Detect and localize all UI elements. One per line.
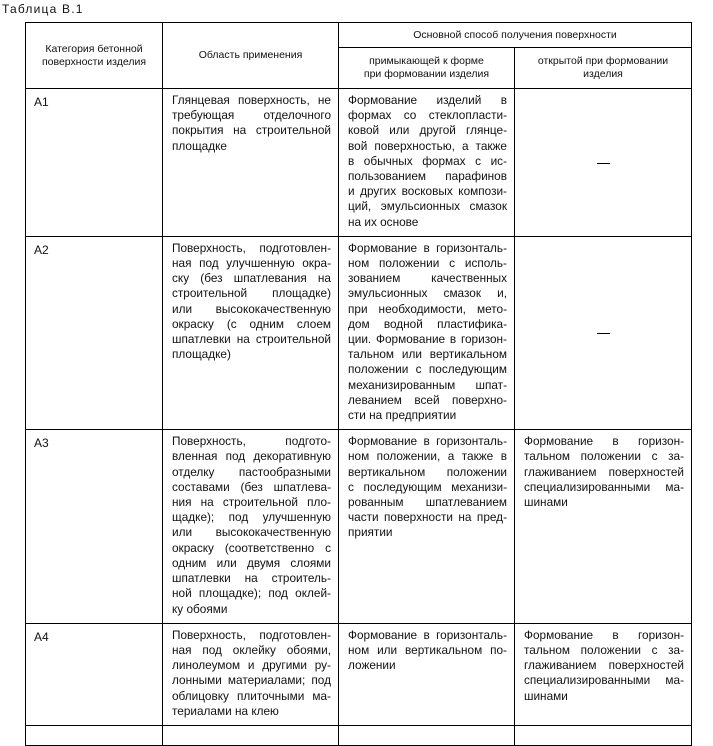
text-line: или высококачественную: [172, 301, 331, 316]
text-line: лонными материалами; под: [172, 673, 331, 688]
text-line: Формование в горизонталь-: [348, 627, 507, 642]
text-line: или высококачественную: [172, 525, 331, 540]
text-line: положении с последующим: [348, 362, 507, 377]
text-line: Глянцевая поверхность, не: [172, 93, 331, 107]
header-open: [515, 48, 692, 89]
text-line: ложении: [348, 658, 396, 673]
open-method-cell: [515, 430, 692, 623]
text-line: на их основе: [348, 214, 419, 229]
text-line: механизированным шпат-: [348, 377, 507, 392]
text-line: дом водной пластифика-: [348, 316, 507, 331]
table-row-partial: [26, 725, 692, 745]
text-line: ковой или другой глянце-: [348, 123, 507, 138]
open-method-cell: [515, 236, 692, 429]
application-cell: [163, 89, 339, 237]
header-category-line-2: поверхности изделия: [41, 55, 147, 68]
text-line: одним или двумя слоями: [172, 555, 331, 570]
dash-mark: [597, 163, 610, 164]
text-line: щадке); под улучшенную: [172, 510, 331, 525]
text-line: Формование изделий в: [348, 93, 507, 107]
text-line: ном положении, а также в: [348, 449, 507, 464]
text-line: сти на предприятии: [348, 408, 457, 423]
category-cell: А2: [26, 236, 163, 429]
header-open-line-2: изделия: [583, 68, 623, 80]
text-line: леванием всей поверхно-: [348, 392, 507, 407]
text-line: линолеумом и другими ру-: [172, 658, 331, 673]
text-line: Поверхность, подготовлен-: [172, 240, 331, 255]
text-line: ная под оклейку обоями,: [172, 642, 331, 657]
text-line: в обычных формах с ис-: [348, 153, 507, 168]
text-line: Формование в горизон-: [524, 627, 685, 642]
text-line: ку обоями: [172, 601, 228, 616]
table-row: [26, 89, 692, 237]
application-cell: [163, 725, 339, 745]
text-line: шпатлевки на строительной: [172, 332, 331, 347]
text-line: пользованием парафинов: [348, 169, 507, 184]
text-line: приятии: [348, 525, 393, 540]
text-line: ном положении с исполь-: [348, 256, 507, 271]
text-line: глаживанием поверхностей: [524, 658, 685, 673]
text-line: и других восковых компози-: [348, 184, 507, 199]
header-application: Область применения: [163, 23, 339, 89]
table-caption: Таблица В.1: [2, 2, 84, 16]
header-category: [26, 23, 163, 89]
text-line: ций, эмульсионных смазок: [348, 199, 507, 214]
dash-mark: [597, 333, 610, 334]
text-line: тальном положении с за-: [524, 449, 685, 464]
text-line: вой поверхностью, а также: [348, 138, 507, 153]
text-line: зованием качественных: [348, 271, 507, 286]
application-cell: [163, 236, 339, 429]
text-line: окраску (соответственно с: [172, 540, 331, 555]
adjacent-method-cell: [339, 430, 515, 623]
surface-category-table: [25, 22, 692, 746]
text-line: ния на строительной пло-: [172, 495, 331, 510]
category-cell: А3: [26, 430, 163, 623]
text-line: ная под улучшенную окра-: [172, 256, 331, 271]
text-line: Формование в горизонталь-: [348, 434, 507, 449]
header-adjacent-line-2: при формовании изделия: [363, 68, 490, 80]
text-line: специализированными ма-: [524, 479, 685, 494]
table-row: [26, 623, 692, 725]
table-row: [26, 430, 692, 623]
text-line: при необходимости, мето-: [348, 301, 507, 316]
adjacent-method-cell: [339, 725, 515, 745]
open-method-cell: [515, 89, 692, 237]
text-line: площадке): [172, 347, 231, 362]
text-line: глаживанием поверхностей: [524, 464, 685, 479]
open-method-cell: [515, 725, 692, 745]
text-line: формах со стеклопласти-: [348, 108, 507, 123]
open-method-cell: [515, 623, 692, 725]
text-line: строительной площадке): [172, 286, 331, 301]
text-line: отделку пастообразными: [172, 464, 331, 479]
text-line: рованным шпатлеванием: [348, 495, 507, 510]
text-line: тальном или вертикальном: [348, 347, 507, 362]
text-line: специализированными ма-: [524, 673, 685, 688]
text-line: шинами: [524, 688, 568, 703]
text-line: Формование в горизон-: [524, 434, 685, 449]
header-adjacent: [339, 48, 515, 89]
text-line: Формование в горизонталь-: [348, 240, 507, 255]
text-line: ску (без шпатлевания на: [172, 271, 331, 286]
text-line: площадке: [172, 138, 227, 153]
text-line: Поверхность, подготовлен-: [172, 627, 331, 642]
application-cell: [163, 430, 339, 623]
text-line: тальном положении с за-: [524, 642, 685, 657]
header-method-group: Основной способ получения поверхности: [339, 23, 692, 48]
category-cell: А4: [26, 623, 163, 725]
text-line: ции. Формование в горизон-: [348, 332, 507, 347]
text-line: окраску (с одним слоем: [172, 316, 331, 331]
category-cell: [26, 725, 163, 745]
header-open-line-1: открытой при формовании: [537, 55, 669, 67]
header-category-line-1: Категория бетонной: [45, 42, 143, 55]
text-line: ном или вертикальном по-: [348, 642, 507, 657]
text-line: шпатлевки на строитель-: [172, 571, 331, 586]
text-line: с последующим механизи-: [348, 479, 507, 494]
text-line: вертикальном положении: [348, 464, 507, 479]
category-cell: А1: [26, 89, 163, 237]
text-line: составами (без шпатлева-: [172, 479, 331, 494]
application-cell: [163, 623, 339, 725]
text-line: Поверхность, подгото-: [172, 434, 331, 449]
adjacent-method-cell: [339, 236, 515, 429]
header-adjacent-line-1: примыкающей к форме: [369, 55, 484, 67]
text-line: требующая отделочного: [172, 108, 331, 123]
text-line: вленная под декоративную: [172, 449, 331, 464]
text-line: покрытия на строительной: [172, 123, 331, 138]
text-line: эмульсионных смазок и,: [348, 286, 507, 301]
text-line: териалами на клею: [172, 703, 279, 718]
text-line: ной площадке); под оклей-: [172, 586, 331, 601]
adjacent-method-cell: [339, 623, 515, 725]
header-row-main: [26, 23, 692, 48]
text-line: части поверхности на пред-: [348, 510, 507, 525]
table-row: [26, 236, 692, 429]
adjacent-method-cell: [339, 89, 515, 237]
text-line: облицовку плиточными ма-: [172, 688, 331, 703]
text-line: шинами: [524, 495, 568, 510]
